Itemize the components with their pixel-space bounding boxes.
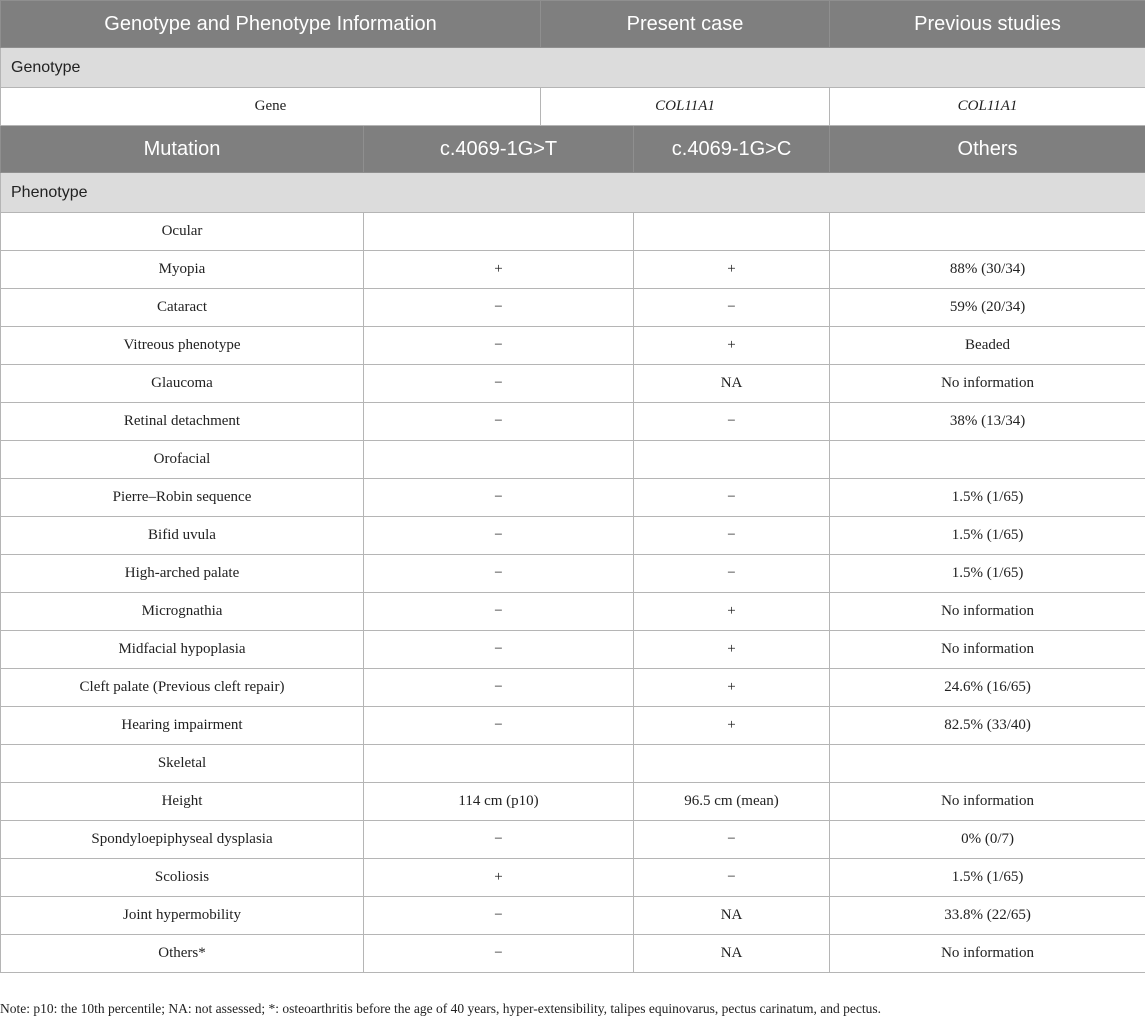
row-case1: 114 cm (p10) (364, 783, 634, 821)
row-case1: − (364, 479, 634, 517)
row-previous: No information (830, 783, 1145, 821)
header-genotype-phenotype: Genotype and Phenotype Information (1, 1, 541, 48)
row-previous: No information (830, 935, 1145, 973)
row-label: High-arched palate (1, 555, 364, 593)
table-row (1, 213, 1145, 251)
phenotype-section-row (1, 173, 1145, 213)
row-case2: NA (634, 365, 830, 403)
row-case1: − (364, 289, 634, 327)
row-previous: 0% (0/7) (830, 821, 1145, 859)
row-previous: 1.5% (1/65) (830, 517, 1145, 555)
row-case2 (634, 441, 830, 479)
table-row (1, 821, 1145, 859)
row-case1: − (364, 555, 634, 593)
mutation-label: Mutation (1, 126, 364, 173)
row-case2: − (634, 821, 830, 859)
table-row (1, 403, 1145, 441)
row-label: Hearing impairment (1, 707, 364, 745)
row-case1 (364, 213, 634, 251)
row-case2: + (634, 669, 830, 707)
row-case2: NA (634, 897, 830, 935)
row-case1: − (364, 517, 634, 555)
row-case1: − (364, 327, 634, 365)
row-previous (830, 441, 1145, 479)
row-label: Midfacial hypoplasia (1, 631, 364, 669)
row-case1: − (364, 821, 634, 859)
row-label: Vitreous phenotype (1, 327, 364, 365)
table-row (1, 441, 1145, 479)
table-header-row (1, 1, 1145, 48)
table-row (1, 289, 1145, 327)
row-label: Micrognathia (1, 593, 364, 631)
table-row (1, 555, 1145, 593)
row-case2: − (634, 403, 830, 441)
table-row (1, 631, 1145, 669)
phenotype-section-label: Phenotype (1, 173, 1145, 213)
table-row (1, 859, 1145, 897)
table-row (1, 707, 1145, 745)
row-case1 (364, 745, 634, 783)
table-row (1, 327, 1145, 365)
row-case2: − (634, 555, 830, 593)
gene-present: COL11A1 (541, 88, 830, 126)
row-case2: − (634, 289, 830, 327)
row-previous: No information (830, 631, 1145, 669)
row-label: Pierre–Robin sequence (1, 479, 364, 517)
row-case2: − (634, 479, 830, 517)
row-case1: + (364, 859, 634, 897)
row-label: Cleft palate (Previous cleft repair) (1, 669, 364, 707)
row-label: Myopia (1, 251, 364, 289)
row-label: Scoliosis (1, 859, 364, 897)
row-previous: 24.6% (16/65) (830, 669, 1145, 707)
row-previous (830, 745, 1145, 783)
row-case2: + (634, 327, 830, 365)
genotype-section-row (1, 48, 1145, 88)
row-previous: 88% (30/34) (830, 251, 1145, 289)
row-label: Glaucoma (1, 365, 364, 403)
table-footnote: Note: p10: the 10th percentile; NA: not assessed; *: osteoarthritis before the age of 40 years, hyper-extensibility, talipes equinovarus, pectus carinatum, and pectus. (0, 1001, 881, 1016)
row-previous (830, 213, 1145, 251)
table-row (1, 669, 1145, 707)
row-case2 (634, 213, 830, 251)
row-case2 (634, 745, 830, 783)
row-case1: − (364, 707, 634, 745)
mutation-others: Others (830, 126, 1145, 173)
gene-previous: COL11A1 (830, 88, 1145, 126)
row-case2: + (634, 631, 830, 669)
table-row (1, 593, 1145, 631)
row-label: Cataract (1, 289, 364, 327)
row-label: Ocular (1, 213, 364, 251)
row-label: Joint hypermobility (1, 897, 364, 935)
row-case2: 96.5 cm (mean) (634, 783, 830, 821)
row-case2: − (634, 517, 830, 555)
row-label: Height (1, 783, 364, 821)
header-previous-studies: Previous studies (830, 1, 1145, 48)
row-case1: − (364, 935, 634, 973)
row-case1 (364, 441, 634, 479)
row-case1: − (364, 631, 634, 669)
table-row (1, 517, 1145, 555)
row-previous: 1.5% (1/65) (830, 859, 1145, 897)
row-case1: − (364, 403, 634, 441)
mutation-case2: c.4069-1G>C (634, 126, 830, 173)
row-case2: + (634, 251, 830, 289)
row-label: Bifid uvula (1, 517, 364, 555)
gene-label: Gene (1, 88, 541, 126)
row-case2: NA (634, 935, 830, 973)
row-previous: 59% (20/34) (830, 289, 1145, 327)
row-previous: 33.8% (22/65) (830, 897, 1145, 935)
table-row (1, 745, 1145, 783)
row-case1: + (364, 251, 634, 289)
row-previous: Beaded (830, 327, 1145, 365)
row-label: Others* (1, 935, 364, 973)
row-previous: No information (830, 593, 1145, 631)
row-case2: + (634, 593, 830, 631)
table-row (1, 365, 1145, 403)
gene-row (1, 88, 1145, 126)
mutation-case1: c.4069-1G>T (364, 126, 634, 173)
row-label: Orofacial (1, 441, 364, 479)
row-previous: 82.5% (33/40) (830, 707, 1145, 745)
row-label: Retinal detachment (1, 403, 364, 441)
table-row (1, 479, 1145, 517)
row-label: Spondyloepiphyseal dysplasia (1, 821, 364, 859)
row-case2: + (634, 707, 830, 745)
row-case1: − (364, 593, 634, 631)
table-row (1, 783, 1145, 821)
row-previous: 38% (13/34) (830, 403, 1145, 441)
row-previous: 1.5% (1/65) (830, 555, 1145, 593)
row-previous: No information (830, 365, 1145, 403)
row-case2: − (634, 859, 830, 897)
table-row (1, 897, 1145, 935)
row-label: Skeletal (1, 745, 364, 783)
genotype-section-label: Genotype (1, 48, 1145, 88)
row-previous: 1.5% (1/65) (830, 479, 1145, 517)
row-case1: − (364, 669, 634, 707)
table-row (1, 251, 1145, 289)
header-present-case: Present case (541, 1, 830, 48)
mutation-header-row (1, 126, 1145, 173)
row-case1: − (364, 365, 634, 403)
row-case1: − (364, 897, 634, 935)
table-row (1, 935, 1145, 973)
